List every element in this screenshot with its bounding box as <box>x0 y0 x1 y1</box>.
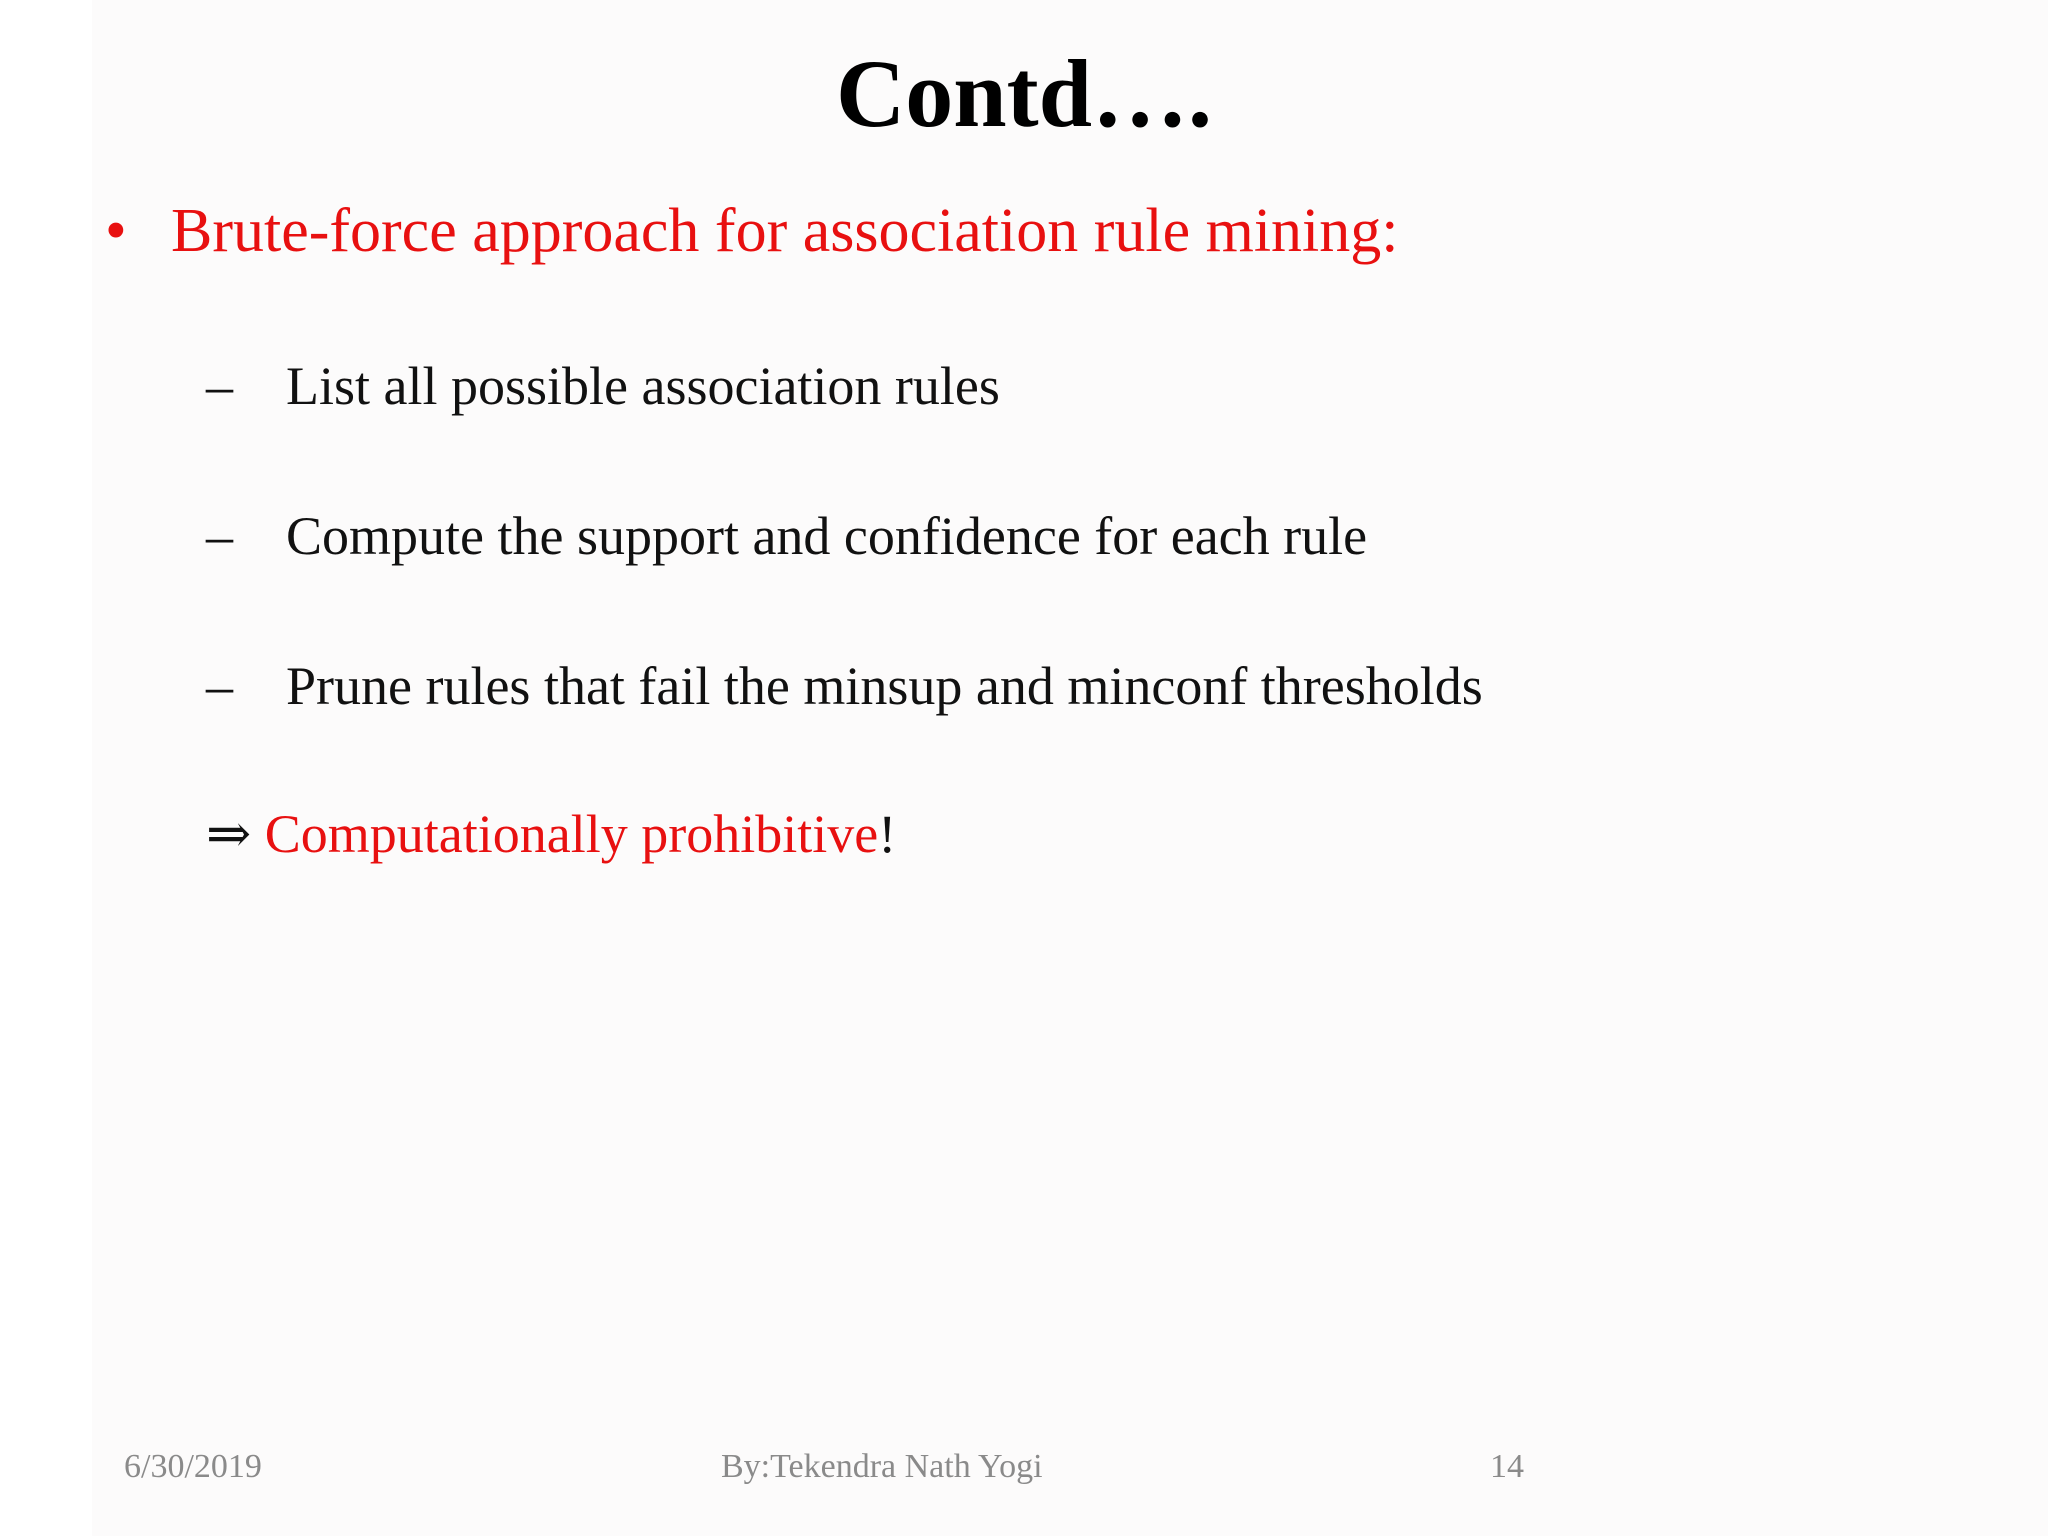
sub-item <box>206 355 1000 417</box>
conclusion-text: Computationally prohibitive <box>264 804 879 864</box>
footer-date: 6/30/2019 <box>124 1448 262 1485</box>
dash-icon: – <box>206 356 233 416</box>
slide-title: Contd…. <box>835 40 1213 147</box>
sub-item-text: Compute the support and confidence for each rule <box>286 506 1368 566</box>
footer-page-number: 14 <box>1490 1448 1524 1485</box>
dash-icon: – <box>206 506 233 566</box>
main-bullet <box>105 196 1399 267</box>
footer-author: By:Tekendra Nath Yogi <box>721 1448 1043 1485</box>
sub-item-text: List all possible association rules <box>286 356 1000 416</box>
conclusion-suffix: ! <box>878 804 897 864</box>
conclusion <box>206 802 896 865</box>
sub-item-text: Prune rules that fail the minsup and minconf thresholds <box>286 656 1483 716</box>
sub-item <box>206 655 1483 717</box>
sub-item <box>206 505 1367 567</box>
dash-icon: – <box>206 656 233 716</box>
main-bullet-text: Brute-force approach for association rule mining: <box>171 197 1399 265</box>
implies-arrow-icon: ⇒ <box>206 804 252 864</box>
bullet-icon: • <box>105 197 127 265</box>
